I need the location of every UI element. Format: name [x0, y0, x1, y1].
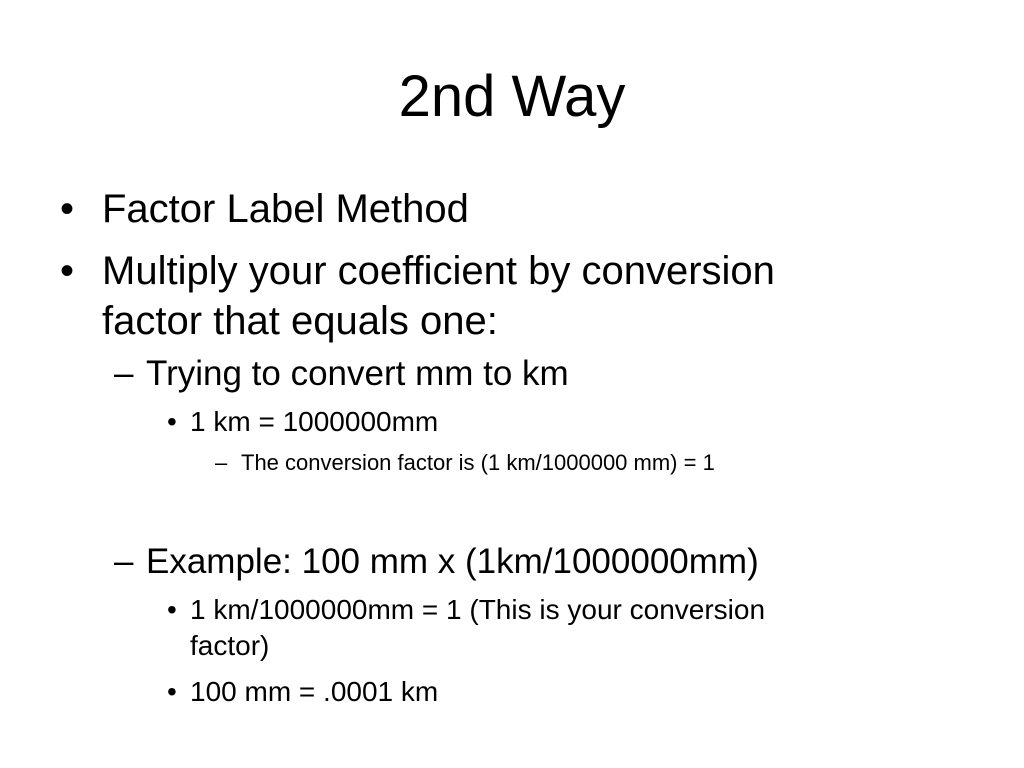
sub-sub-bullet-item [167, 404, 439, 440]
bullet-text: Multiply your coefficient by conversion [102, 249, 775, 293]
sub-bullet-item [114, 352, 569, 396]
dash-marker: – [215, 450, 228, 475]
bullet-text: Factor Label Method [102, 187, 469, 231]
sub-sub-bullet-continuation: factor) [190, 630, 270, 661]
level4-item [215, 449, 715, 477]
bullet-marker: • [167, 406, 177, 437]
sub-sub-bullet-text: 100 mm = .0001 km [190, 676, 439, 707]
bullet-marker: • [60, 187, 75, 231]
bullet-marker: • [167, 676, 177, 707]
sub-bullet-text: Trying to convert mm to km [146, 354, 569, 393]
sub-bullet-item [114, 540, 759, 584]
dash-marker: – [114, 354, 134, 393]
dash-marker: – [114, 542, 134, 581]
sub-sub-bullet-text: 1 km = 1000000mm [190, 406, 439, 437]
sub-sub-bullet-item [167, 674, 439, 710]
bullet-item [60, 246, 775, 296]
slide-title: 2nd Way [398, 64, 626, 129]
bullet-item [60, 184, 469, 234]
sub-sub-bullet-text: 1 km/1000000mm = 1 (This is your conversion [190, 594, 766, 625]
sub-sub-bullet-item [167, 592, 766, 628]
bullet-marker: • [60, 249, 75, 293]
bullet-marker: • [167, 594, 177, 625]
level4-text: The conversion factor is (1 km/1000000 mm) = 1 [241, 450, 715, 475]
sub-bullet-text: Example: 100 mm x (1km/1000000mm) [146, 542, 759, 581]
bullet-text-continuation: factor that equals one: [102, 299, 498, 343]
